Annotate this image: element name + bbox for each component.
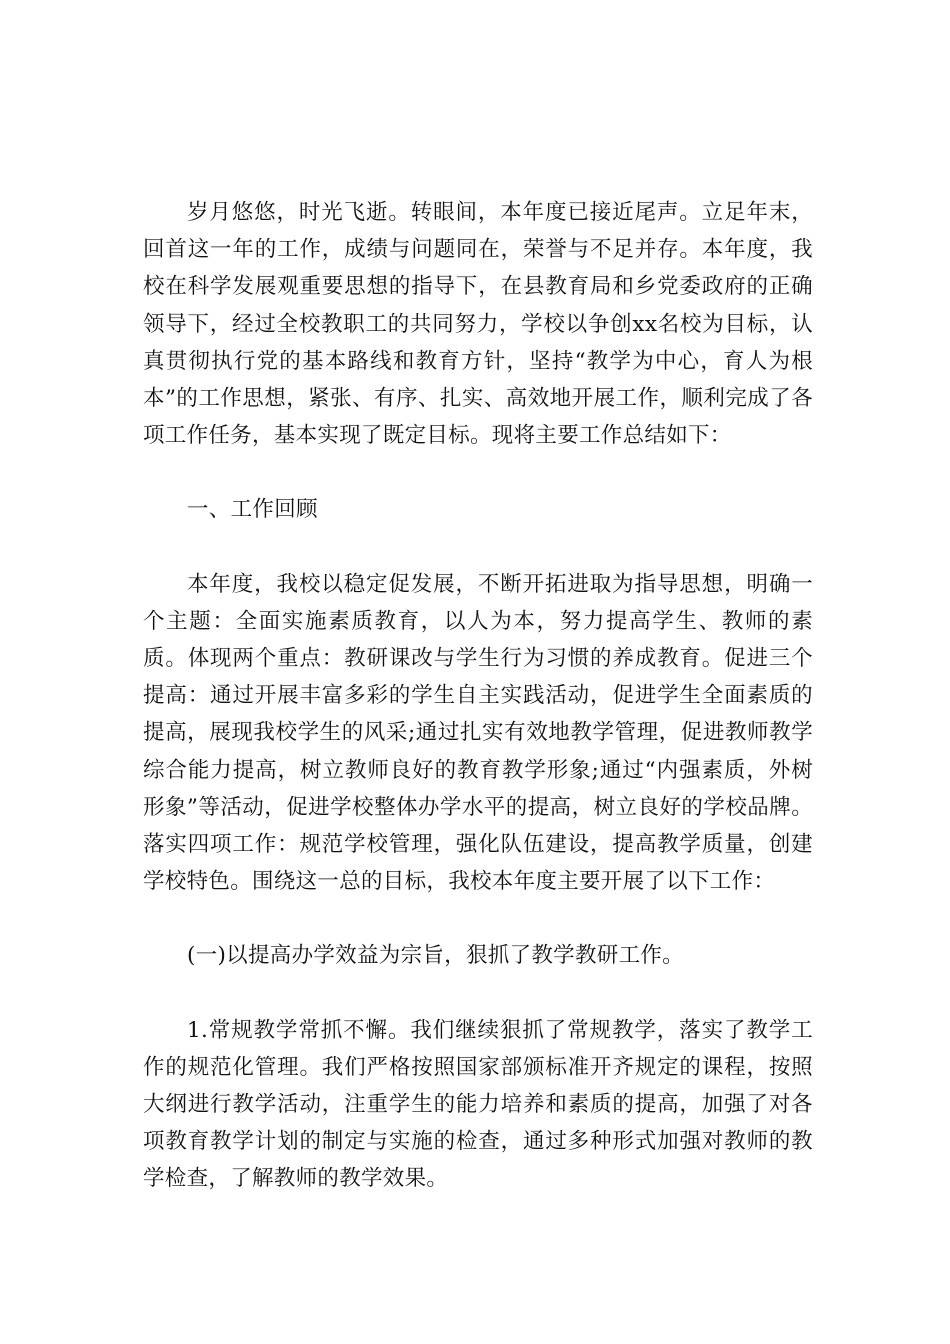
paragraph-gap [143, 900, 813, 937]
subsection-heading: (一)以提高办学效益为宗旨，狠抓了教学教研工作。 [187, 943, 684, 969]
section-heading: 一、工作回顾 [187, 497, 318, 523]
section-body-paragraph: 本年度，我校以稳定促发展，不断开拓进取为指导思想，明确一个主题：全面实施素质教育，以人为本，努力提高学生、教师的素质。体现两个重点：教研课改与学生行为习惯的养成教育。促进三个提高：通过开展丰富多彩的学生自主实践活动，促进学生全面素质的提高，展现我校学生的风采;通过扎实有效地教学管理，促进教师教学综合能力提高，树立教师良好的教育教学形象;通过“内强素质，外树形象”等活动，促进学校整体办学水平的提高，树立良好的学校品牌。落实四项工作：规范学校管理，强化队伍建设，提高教学质量，创建学校特色。围绕这一总的目标，我校本年度主要开展了以下工作： [143, 571, 813, 895]
document-page [143, 194, 813, 1198]
intro-paragraph: 岁月悠悠，时光飞逝。转眼间，本年度已接近尾声。立足年末，回首这一年的工作，成绩与问题同在，荣誉与不足并存。本年度，我校在科学发展观重要思想的指导下，在县教育局和乡党委政府的正确领导下，经过全校教职工的共同努力，学校以争创xx名校为目标，认真贯彻执行党的基本路线和教育方针，坚持“教学为中心，育人为根本”的工作思想，紧张、有序、扎实、高效地开展工作，顺利完成了各项工作任务，基本实现了既定目标。现将主要工作总结如下： [143, 200, 813, 449]
paragraph-gap [143, 529, 813, 566]
item-paragraph: 1.常规教学常抓不懈。我们继续狠抓了常规教学，落实了教学工作的规范化管理。我们严格按照国家部颁标准开齐规定的课程，按照大纲进行教学活动，注重学生的能力培养和素质的提高，加强了对各项教育教学计划的制定与实施的检查，通过多种形式加强对教师的教学检查，了解教师的教学效果。 [143, 1017, 813, 1192]
paragraph-gap [143, 975, 813, 1012]
paragraph-gap [143, 454, 813, 491]
